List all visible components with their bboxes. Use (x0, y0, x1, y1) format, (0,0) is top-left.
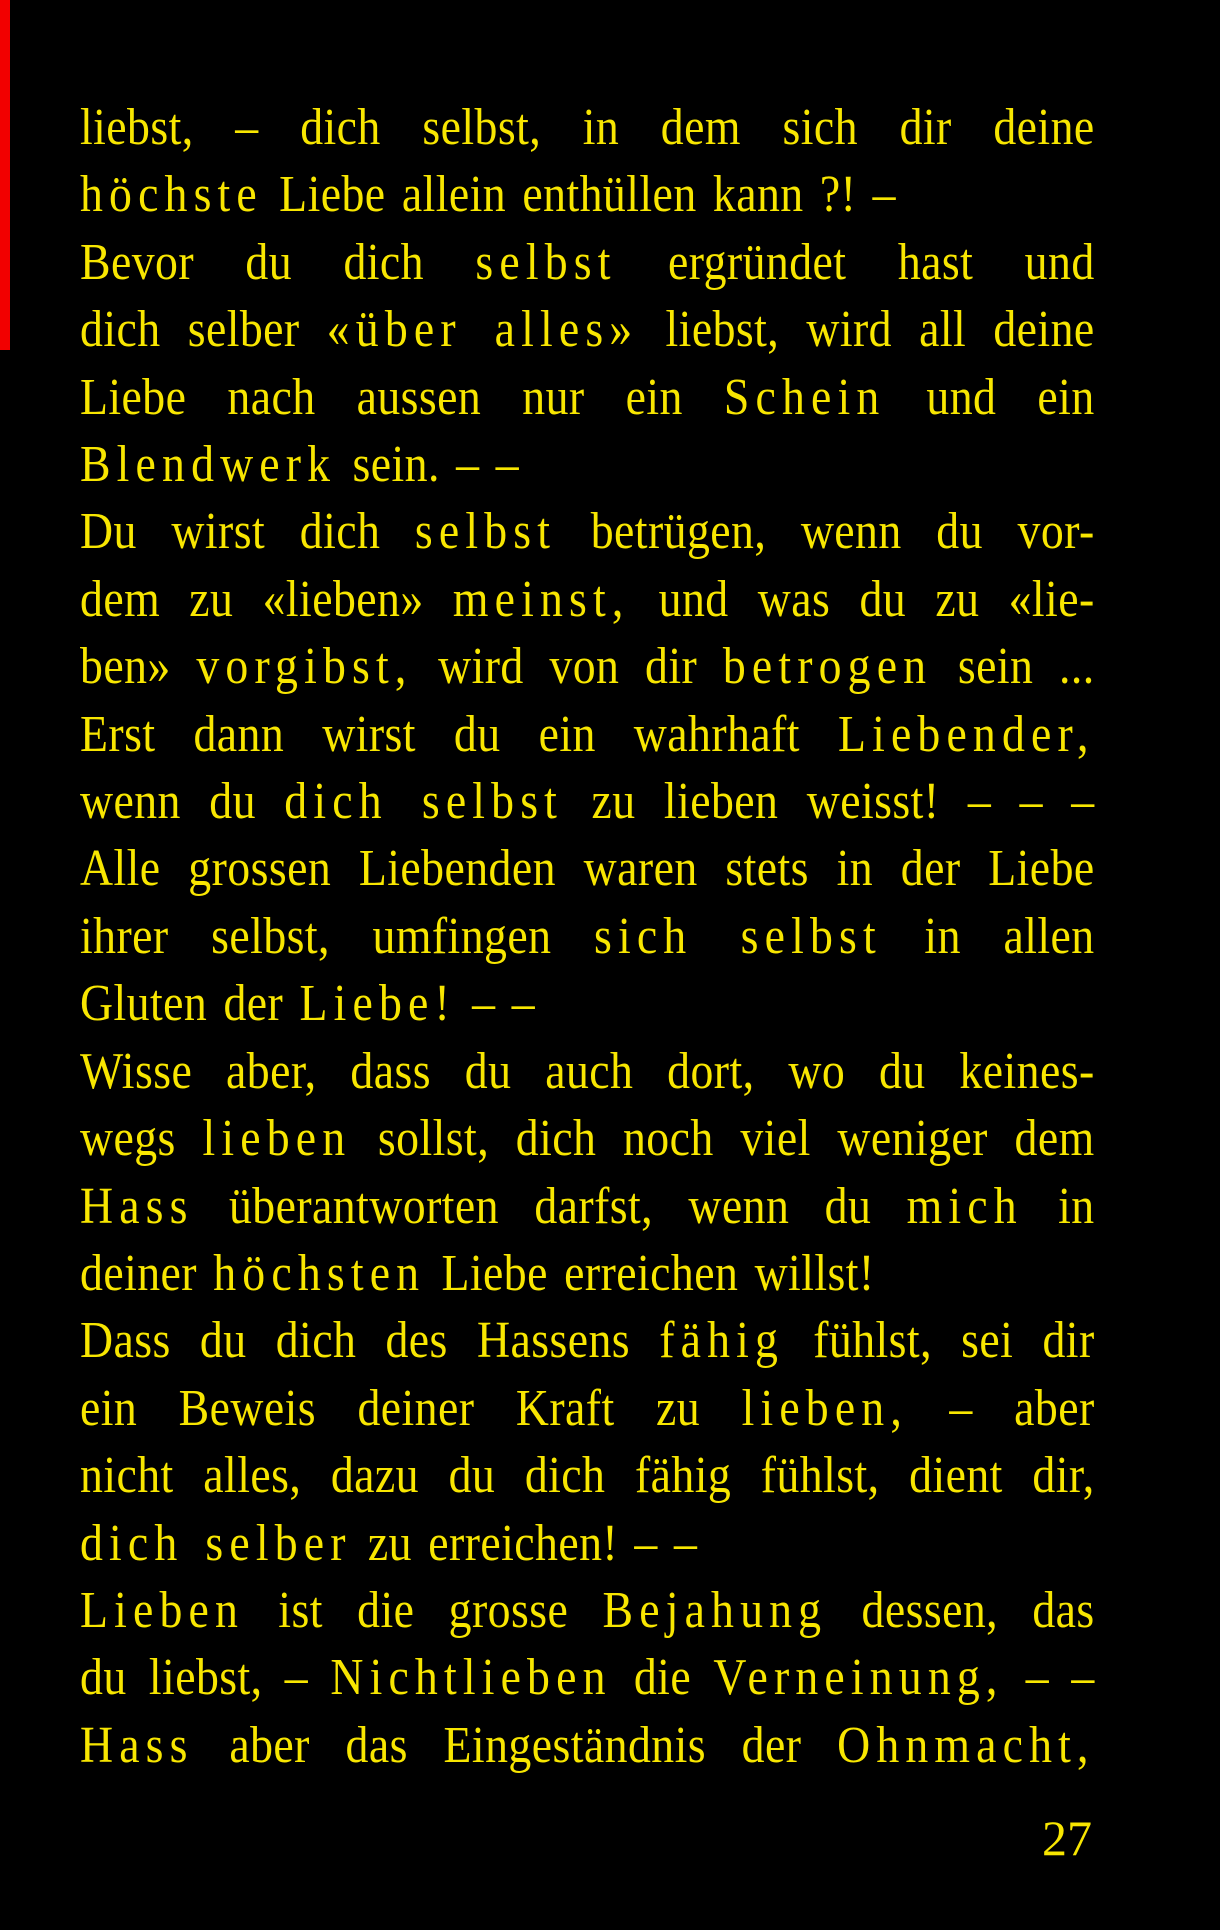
scan-edge-mark (0, 0, 10, 350)
text-segment: liebst, – dich selbst, in dem sich dir deine (80, 99, 1095, 156)
text-segment: – – (455, 975, 536, 1033)
text-line (80, 1644, 1095, 1711)
text-line (80, 1240, 1095, 1307)
text-segment: ben» (80, 638, 197, 696)
text-segment: Erst dann wirst du ein wahrhaft (80, 705, 838, 763)
letterspaced-text: meinst, (452, 570, 630, 628)
text-segment: fühlst, sei dir (784, 1312, 1095, 1370)
text-segment: nicht alles, dazu du dich fähig fühlst, dient dir, (80, 1447, 1095, 1505)
text-segment: Liebe nach aussen nur ein (80, 368, 724, 426)
letterspaced-text: Hass (80, 1177, 194, 1235)
text-segment: zu lieben weisst! – – – (563, 773, 1095, 831)
text-line (80, 835, 1095, 902)
letterspaced-text: Blendwerk (80, 436, 337, 494)
text-line (80, 161, 1095, 228)
text-segment: ist die grosse (244, 1581, 603, 1639)
text-block (80, 94, 1095, 1779)
text-segment: ergründet hast und (616, 233, 1095, 291)
text-segment: und ein (885, 368, 1095, 426)
letterspaced-text: betrogen (722, 638, 933, 696)
text-line (80, 768, 1095, 835)
text-segment: du liebst, – (80, 1649, 331, 1707)
text-segment: dessen, das (827, 1581, 1095, 1639)
letterspaced-text: höchste (80, 166, 263, 224)
letterspaced-text: Liebender, (837, 705, 1095, 763)
letterspaced-text: lieben (202, 1110, 352, 1168)
text-segment: Gluten der (80, 975, 300, 1033)
text-segment: Wisse aber, dass du auch dort, wo du keines- (80, 1042, 1095, 1100)
text-segment: Bevor du dich (80, 233, 476, 291)
text-segment: sein. – – (336, 436, 520, 494)
text-line (80, 431, 1095, 498)
text-segment: – – (1003, 1649, 1095, 1707)
letterspaced-text: «über alles» (326, 301, 639, 359)
text-line (80, 498, 1095, 565)
text-line (80, 94, 1095, 161)
text-segment: Dass du dich des Hassens (80, 1312, 660, 1370)
text-line (80, 1375, 1095, 1442)
letterspaced-text: Hass (80, 1716, 194, 1774)
text-segment: – aber (907, 1379, 1095, 1437)
text-segment: aber das Eingeständnis der (193, 1716, 838, 1774)
letterspaced-text: Lieben (80, 1581, 245, 1639)
text-line (80, 970, 1095, 1037)
text-segment: deiner (80, 1244, 214, 1302)
text-segment: in (1022, 1177, 1095, 1235)
text-line (80, 1510, 1095, 1577)
text-line (80, 1442, 1095, 1509)
text-line (80, 1577, 1095, 1644)
text-segment: dem zu «lieben» (80, 570, 453, 628)
text-line (80, 364, 1095, 431)
text-segment: betrügen, wenn du vor- (556, 503, 1095, 561)
page-number: 27 (1042, 1810, 1092, 1866)
text-line (80, 1173, 1095, 1240)
text-line (80, 1712, 1095, 1779)
text-segment: sollst, dich noch viel weniger dem (351, 1110, 1095, 1168)
letterspaced-text: Schein (723, 368, 886, 426)
text-segment: liebst, wird all deine (638, 301, 1095, 359)
text-segment: Liebe erreichen willst! (425, 1244, 875, 1302)
text-segment: die (611, 1649, 714, 1707)
letterspaced-text: Nichtlieben (330, 1649, 612, 1707)
letterspaced-text: Verneinung, (713, 1649, 1004, 1707)
text-line (80, 701, 1095, 768)
letterspaced-text: vorgibst, (196, 638, 413, 696)
text-segment: Du wirst dich (80, 503, 415, 561)
letterspaced-text: lieben, (741, 1379, 908, 1437)
letterspaced-text: sich selbst (593, 907, 882, 965)
text-segment: dich selber (80, 301, 327, 359)
text-segment: ein Beweis deiner Kraft zu (80, 1379, 742, 1437)
letterspaced-text: selbst (414, 503, 557, 561)
text-segment: zu erreichen! – – (351, 1514, 698, 1572)
text-line (80, 633, 1095, 700)
text-segment: und was du zu «lie- (629, 570, 1095, 628)
letterspaced-text: dich selbst (284, 773, 564, 831)
text-line (80, 1307, 1095, 1374)
letterspaced-text: Ohnmacht, (837, 1716, 1095, 1774)
letterspaced-text: mich (906, 1177, 1023, 1235)
text-line (80, 566, 1095, 633)
text-segment: in allen (881, 907, 1095, 965)
letterspaced-text: Bejahung (602, 1581, 828, 1639)
text-segment: überantworten darfst, wenn du (193, 1177, 907, 1235)
text-segment: wenn du (80, 773, 285, 831)
text-line (80, 296, 1095, 363)
text-segment: Liebe allein enthüllen kann ?! – (262, 166, 896, 224)
text-line (80, 903, 1095, 970)
letterspaced-text: selbst (475, 233, 617, 291)
letterspaced-text: Liebe! (299, 975, 456, 1033)
text-segment: wird von dir (412, 638, 723, 696)
text-line (80, 1105, 1095, 1172)
text-segment: ihrer selbst, umfingen (80, 907, 594, 965)
text-segment: Alle grossen Liebenden waren stets in der Liebe (80, 840, 1095, 898)
text-line (80, 229, 1095, 296)
text-line (80, 1038, 1095, 1105)
letterspaced-text: höchsten (213, 1244, 426, 1302)
letterspaced-text: dich selber (80, 1514, 352, 1572)
text-segment: wegs (80, 1110, 203, 1168)
letterspaced-text: fähig (659, 1312, 785, 1370)
text-segment: sein ... (932, 638, 1095, 696)
